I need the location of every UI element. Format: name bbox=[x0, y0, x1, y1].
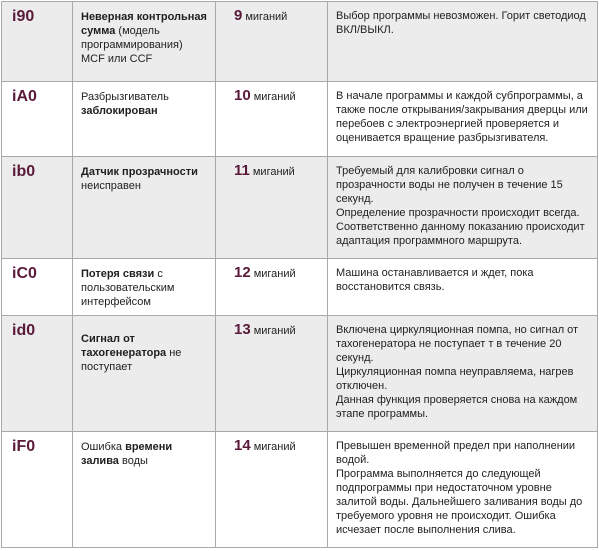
description-paragraph: Превышен временной предел при наполнении водой. bbox=[336, 440, 576, 466]
error-description bbox=[328, 157, 598, 259]
error-name-normal: неисправен bbox=[81, 180, 141, 192]
error-name-normal: Ошибка bbox=[81, 441, 126, 453]
description-paragraph: Циркуляционная помпа неуправляема, нагрев отключен. bbox=[336, 366, 574, 392]
error-name-bold: Сигнал от тахогенератора bbox=[81, 333, 167, 359]
blink-number: 12 bbox=[234, 264, 251, 281]
error-name-normal: воды bbox=[118, 455, 148, 467]
blink-number: 13 bbox=[234, 321, 251, 338]
blink-number: 9 bbox=[234, 7, 243, 24]
error-name-normal: Разбрызгиватель bbox=[81, 91, 169, 103]
error-description bbox=[328, 2, 598, 82]
table-row bbox=[2, 82, 598, 157]
description-paragraph: Машина останавливается и ждет, пока восстановится связь. bbox=[336, 267, 534, 293]
error-name bbox=[73, 432, 216, 548]
error-name-normal: с пользовательским интерфейсом bbox=[81, 268, 175, 308]
error-code: i90 bbox=[2, 2, 73, 82]
description-paragraph: Определение прозрачности происходит всегда. Соответственно данному показанию происходит адаптация программного маршрута. bbox=[336, 207, 585, 247]
blink-label: миганий bbox=[253, 91, 296, 103]
error-name bbox=[73, 157, 216, 259]
blink-number: 10 bbox=[234, 87, 251, 104]
error-description bbox=[328, 82, 598, 157]
blink-count bbox=[216, 316, 328, 432]
error-name bbox=[73, 316, 216, 432]
blink-count bbox=[216, 432, 328, 548]
error-name-bold: заблокирован bbox=[81, 105, 158, 117]
error-name bbox=[73, 259, 216, 316]
error-code: iF0 bbox=[2, 432, 73, 548]
blink-label: миганий bbox=[252, 166, 295, 178]
error-description bbox=[328, 259, 598, 316]
error-name bbox=[73, 2, 216, 82]
blink-number: 14 bbox=[234, 437, 251, 454]
blink-count bbox=[216, 157, 328, 259]
error-codes-table bbox=[1, 1, 598, 548]
error-name-normal: не поступает bbox=[81, 347, 182, 373]
description-paragraph: Включена циркуляционная помпа, но сигнал от тахогенератора не поступает т в течение 20 секунд. bbox=[336, 324, 579, 364]
table-row bbox=[2, 432, 598, 548]
description-paragraph: Программа выполняется до следующей подпрограммы при недостаточном уровне залитой воды. Дальнейшего заливания воды до требуемого уровня не происходит. Ошибка исчезает после выполнения слива. bbox=[336, 468, 583, 536]
error-code: iC0 bbox=[2, 259, 73, 316]
blink-count bbox=[216, 259, 328, 316]
description-paragraph: Требуемый для калибровки сигнал о прозрачности воды не получен в течение 15 секунд. bbox=[336, 165, 563, 205]
error-name-bold: Потеря связи bbox=[81, 268, 155, 280]
error-description bbox=[328, 432, 598, 548]
error-code: id0 bbox=[2, 316, 73, 432]
table-row bbox=[2, 259, 598, 316]
table-row bbox=[2, 157, 598, 259]
blink-count bbox=[216, 82, 328, 157]
error-name-normal: (модель программирования) MCF или CCF bbox=[81, 25, 183, 65]
blink-label: миганий bbox=[253, 268, 296, 280]
description-paragraph: В начале программы и каждой субпрограммы, а также после открывания/закрывания дверцы или перебоев с электроэнергией проверяется и оценивается вращение разбрызгивателя. bbox=[336, 90, 588, 144]
error-name-bold: времени залива bbox=[81, 441, 173, 467]
error-name-bold: Датчик прозрачности bbox=[81, 166, 198, 178]
blink-label: миганий bbox=[253, 325, 296, 337]
blink-number: 11 bbox=[234, 162, 250, 179]
table-row bbox=[2, 2, 598, 82]
error-description bbox=[328, 316, 598, 432]
description-paragraph: Выбор программы невозможен. Горит светодиод ВКЛ/ВЫКЛ. bbox=[336, 10, 586, 36]
blink-count bbox=[216, 2, 328, 82]
error-name-bold: Неверная контрольная сумма bbox=[81, 11, 207, 37]
error-code: iA0 bbox=[2, 82, 73, 157]
blink-label: миганий bbox=[253, 441, 296, 453]
table-row bbox=[2, 316, 598, 432]
error-code: ib0 bbox=[2, 157, 73, 259]
blink-label: миганий bbox=[245, 11, 288, 23]
description-paragraph: Данная функция проверяется снова на каждом этапе программы. bbox=[336, 394, 578, 420]
error-name bbox=[73, 82, 216, 157]
